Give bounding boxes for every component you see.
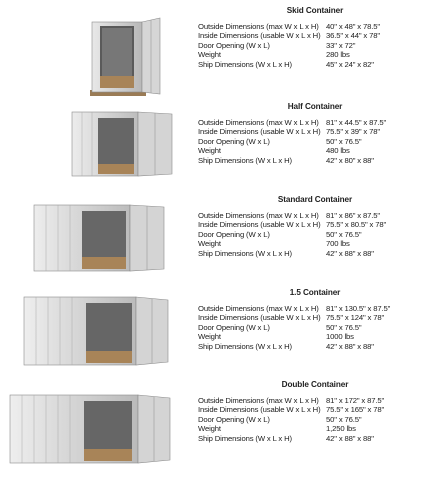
spec-label: Outside Dimensions (max W x L x H) [198, 118, 319, 127]
spec-value: 33" x 72" [326, 40, 356, 50]
spec-list [198, 396, 426, 443]
spec-label: Ship Dimensions (W x L x H) [198, 341, 292, 351]
spec-label: Ship Dimensions (W x L x H) [198, 433, 292, 443]
spec-list [198, 22, 426, 69]
spec-label: Outside Dimensions (max W x L x H) [198, 211, 319, 220]
spec-value: 280 lbs [326, 50, 350, 60]
spec-row-outside [198, 22, 426, 31]
spec-value: 81" x 172" x 87.5" [326, 396, 385, 405]
spec-row-weight [198, 50, 426, 59]
one-and-half-container-image [20, 291, 174, 371]
spec-row-inside [198, 127, 426, 136]
container-section-skid [0, 0, 430, 98]
spec-list [198, 118, 426, 165]
spec-value: 36.5" x 44" x 78" [326, 31, 380, 41]
spec-row-door [198, 415, 426, 424]
spec-row-door [198, 323, 426, 332]
spec-value: 50" x 76.5" [326, 414, 362, 424]
spec-row-outside [198, 396, 426, 405]
spec-row-ship [198, 60, 426, 69]
spec-label: Door Opening (W x L) [198, 322, 270, 332]
spec-value: 42" x 88" x 88" [326, 341, 374, 351]
spec-label: Weight [198, 146, 221, 156]
spec-value: 480 lbs [326, 146, 350, 156]
standard-container-image [30, 199, 170, 277]
spec-value: 50" x 76.5" [326, 229, 362, 239]
spec-row-door [198, 137, 426, 146]
spec-row-ship [198, 342, 426, 351]
spec-value: 45" x 24" x 82" [326, 59, 374, 69]
skid-container-image [88, 14, 166, 98]
spec-value: 42" x 88" x 88" [326, 248, 374, 258]
spec-label: Weight [198, 424, 221, 434]
spec-row-ship [198, 249, 426, 258]
spec-value: 42" x 88" x 88" [326, 433, 374, 443]
spec-label: Inside Dimensions (usable W x L x H) [198, 405, 321, 415]
spec-label: Door Opening (W x L) [198, 136, 270, 146]
spec-label: Outside Dimensions (max W x L x H) [198, 304, 319, 313]
half-container-image [68, 108, 178, 180]
spec-list [198, 211, 426, 258]
spec-value: 81" x 44.5" x 87.5" [326, 118, 387, 127]
container-title: Standard Container [277, 195, 353, 204]
container-title: Double Container [281, 380, 349, 389]
spec-row-inside [198, 405, 426, 414]
container-title: Half Container [287, 102, 343, 111]
spec-row-weight [198, 146, 426, 155]
spec-row-inside [198, 220, 426, 229]
spec-value: 75.5" x 39" x 78" [326, 127, 380, 137]
spec-value: 42" x 80" x 88" [326, 155, 374, 165]
spec-value: 50" x 76.5" [326, 136, 362, 146]
spec-label: Ship Dimensions (W x L x H) [198, 59, 292, 69]
spec-value: 75.5" x 124" x 78" [326, 313, 385, 323]
spec-value: 700 lbs [326, 239, 350, 249]
spec-row-outside [198, 211, 426, 220]
spec-label: Weight [198, 239, 221, 249]
spec-row-ship [198, 156, 426, 165]
container-title: Skid Container [286, 6, 344, 15]
container-section-double [0, 377, 430, 480]
container-title: 1.5 Container [289, 288, 341, 297]
container-section-standard [0, 191, 430, 285]
spec-label: Door Opening (W x L) [198, 229, 270, 239]
spec-value: 75.5" x 165" x 78" [326, 405, 385, 415]
spec-value: 1,250 lbs [326, 424, 356, 434]
spec-value: 50" x 76.5" [326, 322, 362, 332]
spec-row-weight [198, 424, 426, 433]
spec-label: Weight [198, 50, 221, 60]
spec-row-outside [198, 304, 426, 313]
spec-label: Outside Dimensions (max W x L x H) [198, 22, 319, 31]
spec-row-ship [198, 434, 426, 443]
spec-row-door [198, 41, 426, 50]
spec-label: Door Opening (W x L) [198, 414, 270, 424]
spec-label: Inside Dimensions (usable W x L x H) [198, 31, 321, 41]
spec-value: 81" x 86" x 87.5" [326, 211, 380, 220]
spec-value: 1000 lbs [326, 332, 354, 342]
container-section-half [0, 98, 430, 191]
container-section-1-5 [0, 285, 430, 377]
double-container-image [6, 387, 176, 469]
spec-row-door [198, 230, 426, 239]
spec-value: 81" x 130.5" x 87.5" [326, 304, 391, 313]
spec-row-inside [198, 31, 426, 40]
spec-label: Door Opening (W x L) [198, 40, 270, 50]
spec-row-outside [198, 118, 426, 127]
spec-row-weight [198, 239, 426, 248]
spec-value: 75.5" x 80.5" x 78" [326, 220, 387, 230]
spec-label: Weight [198, 332, 221, 342]
spec-label: Ship Dimensions (W x L x H) [198, 248, 292, 258]
spec-label: Inside Dimensions (usable W x L x H) [198, 313, 321, 323]
spec-label: Inside Dimensions (usable W x L x H) [198, 220, 321, 230]
spec-list [198, 304, 426, 351]
spec-row-inside [198, 313, 426, 322]
spec-value: 40" x 48" x 78.5" [326, 22, 380, 31]
spec-label: Inside Dimensions (usable W x L x H) [198, 127, 321, 137]
spec-label: Outside Dimensions (max W x L x H) [198, 396, 319, 405]
spec-label: Ship Dimensions (W x L x H) [198, 155, 292, 165]
spec-row-weight [198, 332, 426, 341]
